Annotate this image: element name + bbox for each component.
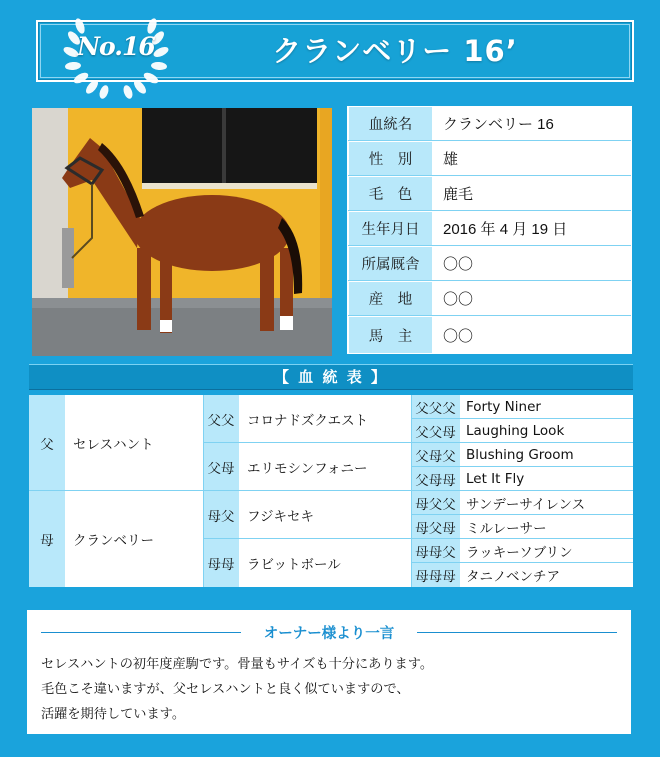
gen3-label: 母父母	[411, 515, 460, 538]
gen2-name: エリモシンフォニー	[239, 443, 411, 490]
info-value: 〇〇	[443, 327, 474, 345]
gen3-label: 父母母	[411, 467, 460, 490]
comment-line-text: セレスハントの初年度産駒です。骨量もサイズも十分にあります。	[41, 657, 434, 672]
info-row-sex	[348, 142, 631, 176]
info-label: 生年月日	[349, 212, 432, 245]
pedigree-divider	[203, 538, 633, 539]
info-row-coat-color	[348, 177, 631, 211]
info-value: 鹿毛	[443, 186, 474, 203]
info-value: 〇〇	[443, 256, 474, 273]
dam-name: クランベリー	[65, 491, 203, 587]
info-label: 毛 色	[349, 177, 432, 210]
pedigree-heading: 【 血 統 表 】	[29, 364, 633, 390]
info-row-birthdate	[348, 212, 631, 246]
gen3-name: タニノベンチア	[460, 563, 633, 587]
info-label: 産 地	[349, 282, 432, 315]
gen2-label: 父母	[203, 443, 239, 490]
gen2-label: 母父	[203, 491, 239, 538]
pedigree-divider	[203, 442, 633, 443]
comment-line-text: 活躍を期待しています。	[41, 707, 186, 722]
info-value: 〇〇	[443, 291, 474, 308]
horse-info-table	[347, 106, 632, 354]
pedigree-divider	[411, 418, 633, 419]
gen2-label: 父父	[203, 395, 239, 442]
pedigree-divider	[411, 395, 412, 587]
dam-label: 母	[29, 491, 65, 587]
gen3-label: 父母父	[411, 443, 460, 466]
gen3-name: ミルレーサー	[460, 515, 633, 538]
info-value: クランベリー 16	[443, 116, 554, 133]
gen2-name: フジキセキ	[239, 491, 411, 538]
gen3-name: Forty Niner	[460, 395, 633, 418]
comment-title: オーナー様より一言	[263, 626, 395, 642]
pedigree-table	[29, 395, 633, 587]
pedigree-divider	[411, 562, 633, 563]
info-label: 性 別	[349, 142, 432, 175]
horse-photo	[32, 108, 332, 356]
info-row-bloodline-name	[348, 107, 631, 141]
gen3-name: ラッキーソブリン	[460, 539, 633, 562]
info-label: 所属厩舎	[349, 247, 432, 280]
pedigree-divider	[29, 490, 633, 491]
info-row-owner	[348, 317, 631, 353]
sire-name: セレスハント	[65, 395, 203, 490]
info-label: 馬 主	[349, 317, 432, 353]
gen3-name: サンデーサイレンス	[460, 491, 633, 514]
info-value: 雄	[443, 151, 459, 168]
pedigree-divider	[411, 514, 633, 515]
gen3-label: 母父父	[411, 491, 460, 514]
gen3-name: Laughing Look	[460, 419, 633, 442]
info-row-birthplace	[348, 282, 631, 316]
info-value: 2016 年 4 月 19 日	[443, 221, 568, 238]
gen3-label: 母母母	[411, 563, 460, 587]
comment-body	[41, 652, 621, 727]
gen2-name: コロナドズクエスト	[239, 395, 411, 442]
pedigree-divider	[203, 395, 204, 587]
gen3-name: Blushing Groom	[460, 443, 633, 466]
gen3-name: Let It Fly	[460, 467, 633, 490]
gen2-label: 母母	[203, 539, 239, 587]
sire-label: 父	[29, 395, 65, 490]
comment-line-text: 毛色こそ違いますが、父セレスハントと良く似ていますので、	[41, 682, 410, 697]
page-title: クランベリー 16’	[272, 34, 518, 68]
gen3-label: 父父母	[411, 419, 460, 442]
pedigree-divider	[411, 466, 633, 467]
number-badge: No.16	[77, 32, 155, 61]
gen2-name: ラビットボール	[239, 539, 411, 587]
laurel-badge	[58, 4, 174, 104]
info-row-stable	[348, 247, 631, 281]
owner-comment-box	[27, 610, 631, 734]
info-label: 血統名	[349, 107, 432, 140]
gen3-label: 母母父	[411, 539, 460, 562]
gen3-label: 父父父	[411, 395, 460, 418]
